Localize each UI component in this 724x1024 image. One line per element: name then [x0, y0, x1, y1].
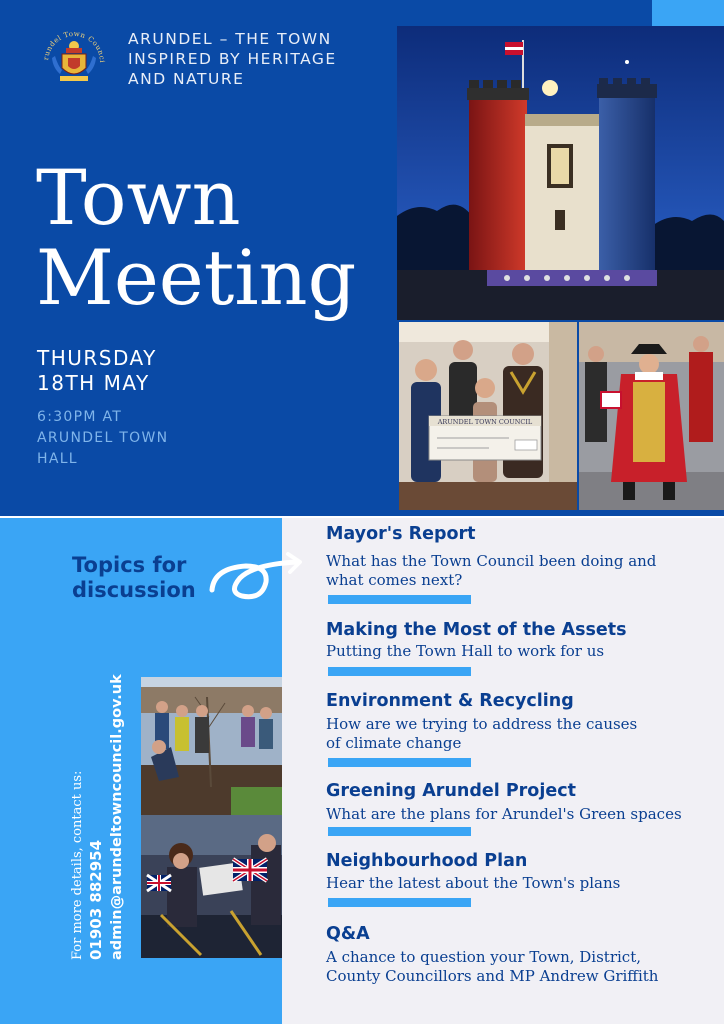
agenda-divider: [328, 827, 471, 836]
event-date: [37, 346, 157, 396]
tree-planting-photo: [141, 677, 282, 815]
castle-tower-photo: [397, 26, 724, 320]
council-crest-logo: [38, 22, 110, 94]
heritage-line-1: ARUNDEL – THE TOWN: [128, 30, 332, 48]
cheque-text: ARUNDEL TOWN COUNCIL: [437, 418, 533, 426]
page-title: [36, 153, 357, 322]
agenda-desc-line: of climate change: [326, 734, 462, 752]
title-line-2: Meeting: [36, 233, 357, 322]
date-line-1: THURSDAY: [37, 346, 157, 370]
agenda-desc-greening: [326, 805, 716, 824]
agenda-desc-line: County Councillors and MP Andrew Griffith: [326, 967, 659, 985]
agenda-desc-mayors-report: [326, 552, 706, 590]
agenda-desc-assets: [326, 642, 706, 661]
contact-email[interactable]: admin@arundeltowncouncil.gov.uk: [109, 674, 125, 960]
date-line-2: 18TH MAY: [37, 371, 150, 395]
corner-accent: [652, 0, 724, 26]
title-line-1: Town: [36, 153, 241, 242]
contact-intro: For more details, contact us:: [70, 770, 85, 960]
agenda-desc-line: what comes next?: [326, 571, 463, 589]
agenda-title-mayors-report: Mayor's Report: [326, 524, 476, 544]
agenda-title-neighbourhood: Neighbourhood Plan: [326, 851, 528, 871]
agenda-title-greening: Greening Arundel Project: [326, 781, 576, 801]
contact-phone[interactable]: 01903 882954: [87, 839, 105, 960]
topics-heading: [72, 553, 196, 603]
agenda-divider: [328, 667, 471, 676]
agenda-desc-line: What are the plans for Arundel's Green spaces: [326, 805, 682, 823]
agenda-desc-line: A chance to question your Town, District,: [326, 948, 641, 966]
agenda-divider: [328, 898, 471, 907]
heritage-tagline: [128, 29, 388, 89]
swirl-arrow-icon: [206, 548, 306, 606]
topics-heading-line-1: Topics for: [72, 553, 187, 577]
time-line-3: HALL: [37, 451, 78, 467]
agenda-divider: [328, 595, 471, 604]
agenda-desc-neighbourhood: [326, 874, 706, 893]
agenda-desc-environment: [326, 715, 706, 753]
contact-details: [66, 660, 126, 960]
agenda-divider: [328, 758, 471, 767]
band-flags-photo: [141, 815, 282, 958]
heritage-line-2: INSPIRED BY HERITAGE: [128, 50, 337, 68]
town-crier-photo: [579, 322, 724, 510]
cheque-presentation-photo: [399, 322, 577, 510]
time-line-2: ARUNDEL TOWN: [37, 430, 169, 446]
agenda-desc-qa: [326, 948, 716, 986]
agenda-desc-line: How are we trying to address the causes: [326, 715, 638, 733]
time-line-1: 6:30PM AT: [37, 409, 123, 425]
agenda-desc-line: Putting the Town Hall to work for us: [326, 642, 605, 660]
agenda-title-environment: Environment & Recycling: [326, 691, 574, 711]
agenda-title-qa: Q&A: [326, 924, 370, 944]
event-time-location: [37, 407, 227, 470]
agenda-desc-line: What has the Town Council been doing and: [326, 552, 657, 570]
council-name-arc: rundel Town Counci: [42, 29, 107, 64]
heritage-line-3: AND NATURE: [128, 70, 245, 88]
agenda-title-assets: Making the Most of the Assets: [326, 620, 627, 640]
agenda-desc-line: Hear the latest about the Town's plans: [326, 874, 621, 892]
topics-heading-line-2: discussion: [72, 578, 196, 602]
